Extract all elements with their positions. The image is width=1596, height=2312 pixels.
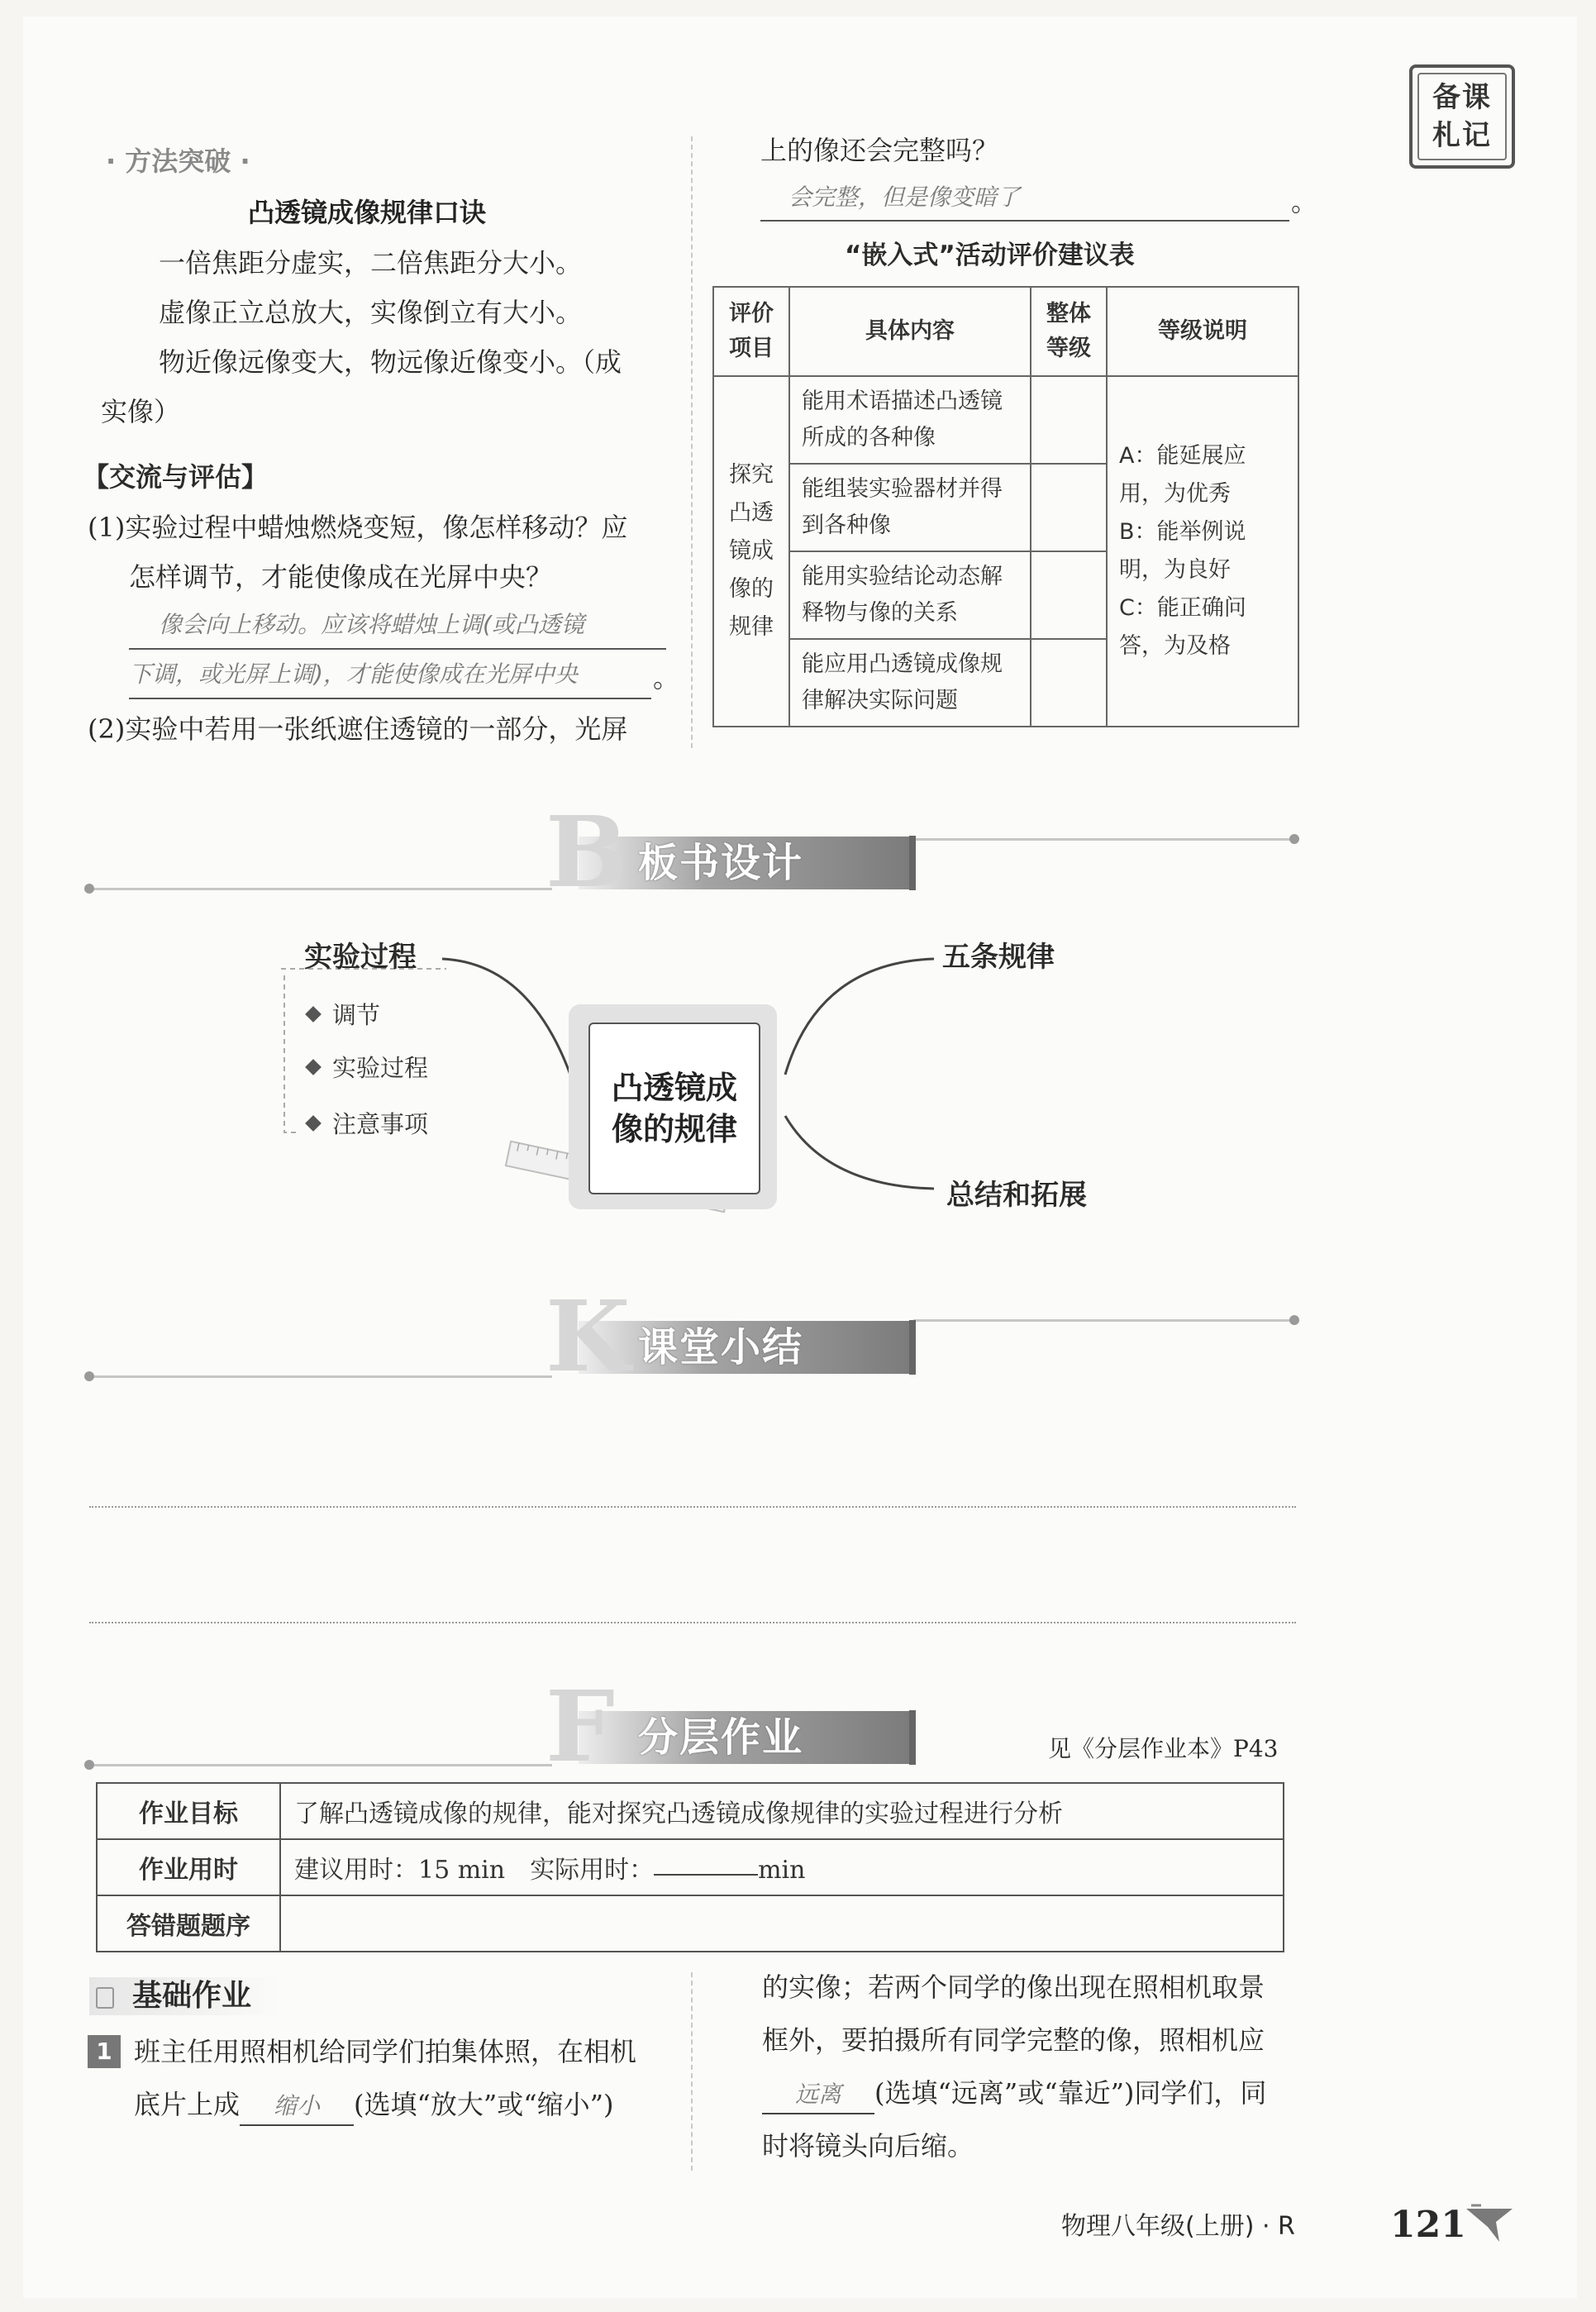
basic-right-line-3-text: (选填“远离”或“靠近”)同学们，同 bbox=[874, 2077, 1267, 2109]
corner-arrow-icon bbox=[1463, 2202, 1516, 2247]
eval-header-description: 等级说明 bbox=[1107, 287, 1298, 376]
connector-left bbox=[442, 959, 570, 1075]
homework-row bbox=[97, 1783, 1284, 1839]
eval-grade-cell bbox=[1031, 464, 1107, 551]
mnemonic-line-1: 一倍焦距分虚实，二倍焦距分大小。 bbox=[159, 247, 583, 279]
section-b-dot bbox=[84, 884, 94, 894]
section-b-left-line bbox=[89, 888, 552, 890]
answer-2-period: 。 bbox=[1291, 186, 1318, 217]
homework-goal-value: 了解凸透镜成像的规律，能对探究凸透镜成像规律的实验过程进行分析 bbox=[280, 1783, 1284, 1839]
question-1-line-2: 怎样调节，才能使像成在光屏中央？ bbox=[129, 561, 553, 593]
section-f-dot bbox=[84, 1760, 94, 1770]
homework-time-unit: min bbox=[758, 1856, 806, 1885]
mindmap-left-label: 实验过程 bbox=[304, 941, 417, 974]
section-k-dot bbox=[1289, 1315, 1299, 1325]
mnemonic-line-4: 实像） bbox=[101, 396, 181, 427]
answer-2-text: 会完整，但是像变暗了 bbox=[788, 184, 1021, 211]
mindmap-center bbox=[569, 1004, 777, 1209]
section-b-title: 板书设计 bbox=[638, 840, 804, 886]
eval-content-3: 能用实验结论动态解释物与像的关系 bbox=[789, 551, 1031, 639]
eval-table bbox=[712, 286, 1299, 727]
method-tag: · 方法突破 · bbox=[106, 145, 250, 177]
mindmap-left-item bbox=[307, 1050, 428, 1084]
eval-header-item: 评价项目 bbox=[713, 287, 789, 376]
homework-reference: 见《分层作业本》P43 bbox=[1048, 1735, 1279, 1762]
summary-writing-line bbox=[89, 1506, 1296, 1508]
answer-2-text: 远离 bbox=[794, 2081, 841, 2108]
eval-grade-cell bbox=[1031, 551, 1107, 639]
left-branch-bracket bbox=[284, 975, 298, 1132]
exchange-heading: 【交流与评估】 bbox=[83, 461, 269, 493]
mindmap-item-text: 实验过程 bbox=[332, 1054, 429, 1082]
mnemonic-line-3: 物近像远像变大，物远像近像变小。（成 bbox=[159, 346, 622, 378]
answer-1-period: 。 bbox=[653, 662, 680, 694]
wrong-questions-label: 答错题题序 bbox=[97, 1895, 280, 1952]
section-k-endbar bbox=[909, 1320, 916, 1375]
answer-1-text: 缩小 bbox=[274, 2092, 321, 2119]
connector-right-top bbox=[785, 959, 934, 1075]
question-2-line-1: (2)实验中若用一张纸遮住透镜的一部分，光屏 bbox=[88, 713, 628, 745]
wrong-questions-value[interactable] bbox=[280, 1895, 1284, 1952]
document-icon bbox=[96, 1987, 114, 2009]
homework-time-text: 建议用时：15 min 实际用时： bbox=[294, 1856, 655, 1885]
eval-grade-description bbox=[1107, 376, 1298, 727]
section-k-right-line bbox=[913, 1319, 1293, 1322]
grade-b: B：能举例说明，为良好 bbox=[1119, 519, 1246, 583]
homework-time-cell bbox=[280, 1839, 1284, 1895]
section-b-right-line bbox=[913, 838, 1293, 841]
answer-1-text-1: 像会向上移动。应该将蜡烛上调(或凸透镜 bbox=[159, 611, 584, 638]
question-number bbox=[88, 2035, 121, 2068]
mindmap-center-text: 凸透镜成像的规律 bbox=[611, 1070, 737, 1147]
eval-content-4: 能应用凸透镜成像规律解决实际问题 bbox=[789, 639, 1031, 727]
basic-right-line-3 bbox=[762, 2068, 1266, 2118]
diamond-bullet-icon bbox=[305, 1115, 322, 1132]
summary-writing-line bbox=[89, 1622, 1296, 1623]
basic-right-line-4: 时将镜头向后缩。 bbox=[762, 2130, 974, 2162]
section-k-letter: K bbox=[545, 1279, 631, 1394]
column-divider bbox=[691, 136, 693, 748]
mindmap-right-top-label: 五条规律 bbox=[942, 941, 1055, 974]
mindmap-left-item bbox=[307, 997, 380, 1031]
answer-1-text-2: 下调，或光屏上调)，才能使像成在光屏中央 bbox=[129, 660, 578, 688]
mnemonic-line-2: 虚像正立总放大，实像倒立有大小。 bbox=[159, 297, 583, 328]
section-k-left-line bbox=[89, 1375, 552, 1378]
basic-q1-suffix: (选填“放大”或“缩小”) bbox=[354, 2089, 614, 2120]
method-title: 凸透镜成像规律口诀 bbox=[248, 197, 487, 228]
answer-blank-2[interactable] bbox=[762, 2075, 874, 2114]
grade-c: C：能正确问答，为及格 bbox=[1119, 595, 1246, 659]
eval-grade-cell bbox=[1031, 639, 1107, 727]
basic-heading: 基础作业 bbox=[132, 1979, 252, 2013]
question-number-box: 1 bbox=[88, 2035, 121, 2068]
section-b-endbar bbox=[909, 836, 916, 890]
basic-q1-line-2 bbox=[134, 2080, 613, 2129]
section-f-endbar bbox=[909, 1710, 916, 1765]
column-divider bbox=[691, 1972, 693, 2171]
eval-item-name: 探究凸透镜成像的规律 bbox=[713, 376, 789, 727]
eval-table-title: “嵌入式”活动评价建议表 bbox=[845, 241, 1135, 270]
actual-time-blank[interactable] bbox=[654, 1849, 758, 1876]
mindmap-left-item bbox=[307, 1106, 428, 1140]
homework-table bbox=[96, 1782, 1284, 1952]
page-number: 121 bbox=[1390, 2204, 1466, 2246]
homework-row bbox=[97, 1895, 1284, 1952]
diamond-bullet-icon bbox=[305, 1059, 322, 1075]
eval-grade-cell bbox=[1031, 376, 1107, 464]
answer-blank-1[interactable] bbox=[240, 2086, 354, 2126]
section-b-dot bbox=[1289, 834, 1299, 844]
mindmap-center-label bbox=[588, 1023, 760, 1194]
homework-row bbox=[97, 1839, 1284, 1895]
question-2-line-2: 上的像还会完整吗？ bbox=[760, 135, 999, 166]
basic-right-line-1: 的实像；若两个同学的像出现在照相机取景 bbox=[762, 1971, 1265, 2003]
stamp-text: 备课札记 bbox=[1417, 73, 1507, 160]
section-f-title: 分层作业 bbox=[638, 1714, 804, 1761]
section-k-title: 课堂小结 bbox=[638, 1324, 804, 1371]
homework-goal-label: 作业目标 bbox=[97, 1783, 280, 1839]
connector-right-bottom bbox=[785, 1116, 934, 1189]
eval-header-content: 具体内容 bbox=[789, 287, 1031, 376]
section-f-left-line bbox=[89, 1764, 552, 1766]
eval-content-2: 能组装实验器材并得到各种像 bbox=[789, 464, 1031, 551]
answer-1-line-1 bbox=[129, 602, 666, 650]
basic-right-line-2: 框外，要拍摄所有同学完整的像，照相机应 bbox=[762, 2024, 1265, 2056]
basic-q1-line-1: 班主任用照相机给同学们拍集体照，在相机 bbox=[134, 2036, 637, 2067]
question-1-line-1: (1)实验过程中蜡烛燃烧变短，像怎样移动？应 bbox=[88, 512, 628, 543]
footer-book-title: 物理八年级(上册) · R bbox=[1061, 2212, 1295, 2241]
section-f-letter: F bbox=[545, 1669, 615, 1784]
mindmap-item-text: 注意事项 bbox=[332, 1110, 429, 1138]
lesson-notes-stamp bbox=[1409, 64, 1515, 169]
mindmap-item-text: 调节 bbox=[332, 1001, 381, 1029]
diamond-bullet-icon bbox=[305, 1006, 322, 1023]
basic-q1-prefix: 底片上成 bbox=[134, 2089, 241, 2120]
eval-content-1: 能用术语描述凸透镜所成的各种像 bbox=[789, 376, 1031, 464]
answer-1-line-2 bbox=[129, 651, 651, 699]
eval-row bbox=[713, 376, 1298, 464]
section-k-dot bbox=[84, 1371, 94, 1381]
homework-time-label: 作业用时 bbox=[97, 1839, 280, 1895]
grade-a: A：能延展应用，为优秀 bbox=[1119, 443, 1246, 507]
mindmap-right-bottom-label: 总结和拓展 bbox=[946, 1179, 1087, 1212]
eval-table-header-row bbox=[713, 287, 1298, 376]
eval-header-grade: 整体等级 bbox=[1031, 287, 1107, 376]
answer-2-line bbox=[760, 175, 1289, 222]
section-b-letter: B bbox=[545, 794, 628, 909]
